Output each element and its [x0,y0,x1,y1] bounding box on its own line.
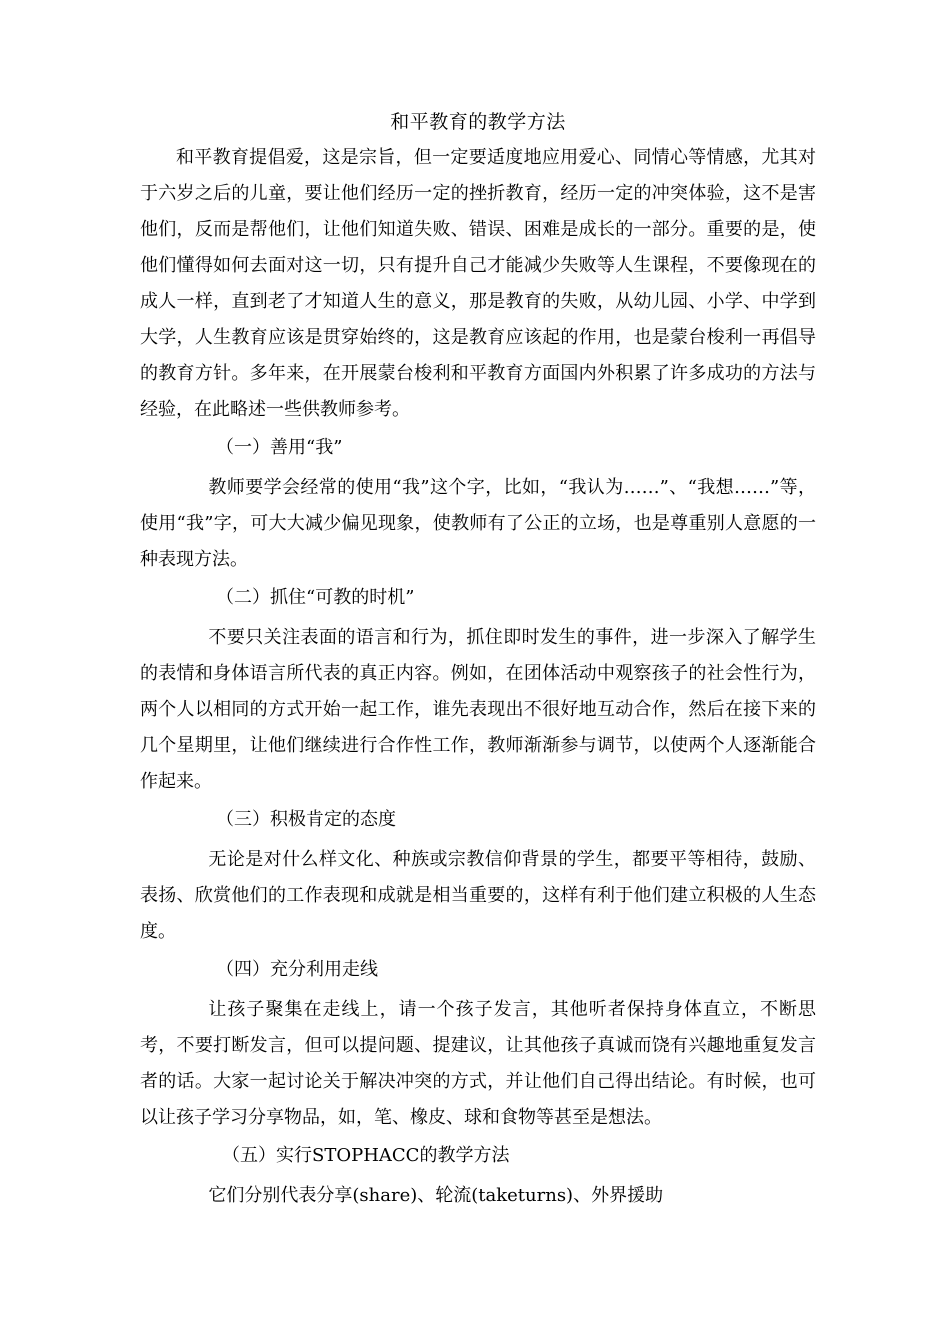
section-heading-5: （五）实行STOPHACC的教学方法 [222,1145,510,1166]
section-body-3: 无论是对什么样文化、种族或宗教信仰背景的学生，都要平等相待，鼓励、表扬、欣赏他们的工作表现和成就是相当重要的，这样有利于他们建立积极的人生态度。 [140,849,816,942]
document-body [140,106,816,1214]
section-heading-4: （四）充分利用走线 [216,959,378,980]
section-body-1: 教师要学会经常的使用“我”这个字，比如，“我认为……”、“我想……”等，使用“我”字，可大大减少偏见现象，使教师有了公正的立场，也是尊重别人意愿的一种表现方法。 [140,477,816,570]
section-body-4: 让孩子聚集在走线上，请一个孩子发言，其他听者保持身体直立，不断思考，不要打断发言，但可以提问题、提建议，让其他孩子真诚而饶有兴趣地重复发言者的话。大家一起讨论关于解决冲突的方式，并让他们自己得出结论。有时候，也可以让孩子学习分享物品，如，笔、橡皮、球和食物等甚至是想法。 [140,999,816,1128]
section-heading-2: （二）抓住“可教的时机” [216,587,415,608]
section-heading-1: （一）善用“我” [216,437,343,458]
section-body-2: 不要只关注表面的语言和行为，抓住即时发生的事件，进一步深入了解学生的表情和身体语言所代表的真正内容。例如，在团体活动中观察孩子的社会性行为，两个人以相同的方式开始一起工作，谁先表现出不很好地互动合作，然后在接下来的几个星期里，让他们继续进行合作性工作，教师渐渐参与调节，以使两个人逐渐能合作起来。 [140,627,816,792]
section-body-5: 它们分别代表分享(share)、轮流(taketurns)、外界援助 [208,1185,664,1206]
intro-paragraph: 和平教育提倡爱，这是宗旨，但一定要适度地应用爱心、同情心等情感，尤其对于六岁之后的儿童，要让他们经历一定的挫折教育，经历一定的冲突体验，这不是害他们，反而是帮他们，让他们知道失败、错误、困难是成长的一部分。重要的是，使他们懂得如何去面对这一切，只有提升自己才能减少失败等人生课程，不要像现在的成人一样，直到老了才知道人生的意义，那是教育的失败，从幼儿园、小学、中学到大学，人生教育应该是贯穿始终的，这是教育应该起的作用，也是蒙台梭利一再倡导的教育方针。多年来，在开展蒙台梭利和平教育方面国内外积累了许多成功的方法与经验，在此略述一些供教师参考。 [140,147,816,420]
document-title: 和平教育的教学方法 [390,111,566,133]
section-heading-3: （三）积极肯定的态度 [216,809,396,830]
